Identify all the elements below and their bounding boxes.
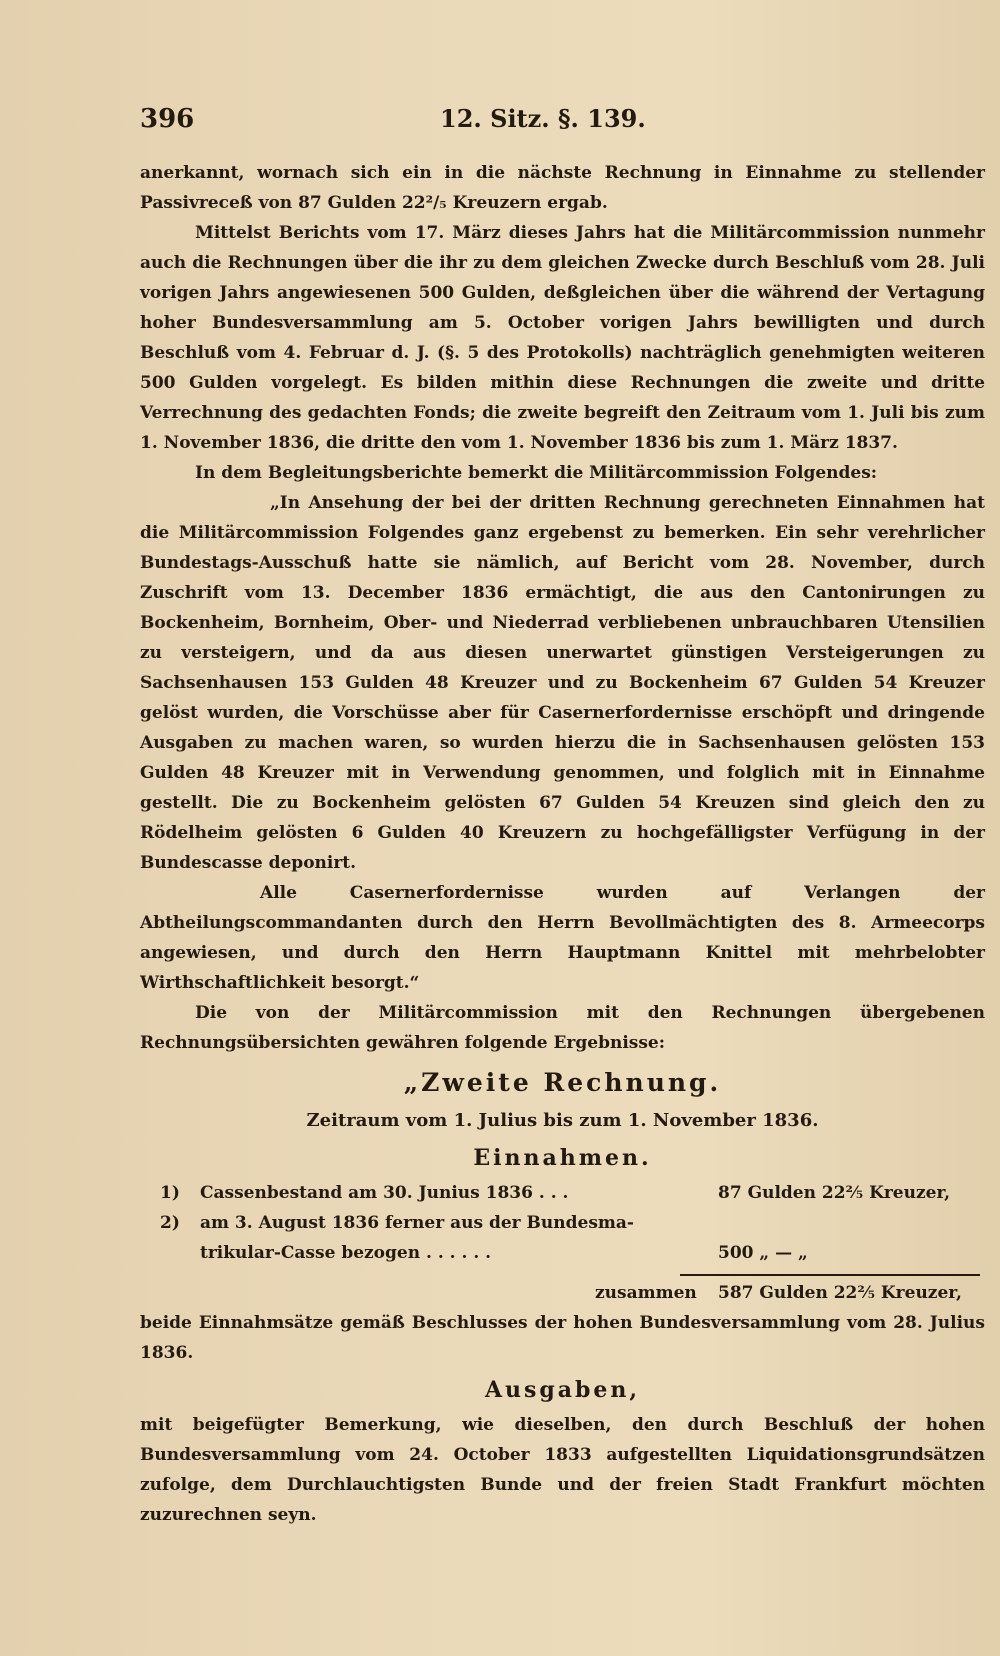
item-amount: 500 „ — „ <box>718 1243 808 1263</box>
page-header <box>140 104 980 144</box>
page-number: 396 <box>140 104 195 134</box>
income-item-1 <box>140 1178 985 1208</box>
expense-note: mit beigefügter Bemerkung, wie dieselben, den durch Beschluß der hohen Bundesversammlung vom 24. October 1833 aufgestellten Liquidationsgrundsätzen zufolge, dem Durchlauchtigsten Bunde und der freien Stadt Frankfurt möchten zuzurechnen seyn. <box>140 1415 985 1525</box>
paragraph-4: Die von der Militärcommission mit den Rechnungen übergebenen Rechnungsübersichten gewähren folgende Ergebnisse: <box>140 1003 985 1053</box>
item-number: 1) <box>160 1183 180 1203</box>
total-amount: 587 Gulden 22⅖ Kreuzer, <box>718 1283 962 1303</box>
paragraph-3: In dem Begleitungsberichte bemerkt die Militärcommission Folgendes: <box>195 463 878 483</box>
page-body <box>140 158 985 1530</box>
income-item-2 <box>140 1208 985 1238</box>
income-note: beide Einnahmsätze gemäß Beschlusses der hohen Bundesversammlung vom 28. Julius 1836. <box>140 1313 985 1363</box>
account-title: „Zweite Rechnung. <box>403 1068 722 1097</box>
paragraph-1: anerkannt, wornach sich ein in die nächste Rechnung in Einnahme zu stellender Passivreceß von 87 Gulden 22²/₅ Kreuzern ergab. <box>140 163 985 213</box>
account-period: Zeitraum vom 1. Julius bis zum 1. November 1836. <box>306 1110 819 1131</box>
quote-paragraph-2: Alle Casernerfordernisse wurden auf Verlangen der Abtheilungscommandanten durch den Herrn Bevollmächtigten des 8. Armeecorps angewiesen, und durch den Herrn Hauptmann Knittel mit mehrbelobter Wirthschaftlichkeit besorgt.“ <box>140 883 985 993</box>
paragraph-2: Mittelst Berichts vom 17. März dieses Jahrs hat die Militärcommission nunmehr auch die Rechnungen über die ihr zu dem gleichen Zwecke durch Beschluß vom 28. Juli vorigen Jahrs angewiesenen 500 Gulden, deßgleichen über die während der Vertagung hoher Bundesversammlung am 5. October vorigen Jahrs bewilligten und durch Beschluß vom 4. Februar d. J. (§. 5 des Protokolls) nachträglich genehmigten weiteren 500 Gulden vorgelegt. Es bilden mithin diese Rechnungen die zweite und dritte Verrechnung des gedachten Fonds; die zweite begreift den Zeitraum vom 1. Juli bis zum 1. November 1836, die dritte den vom 1. November 1836 bis zum 1. März 1837. <box>140 223 985 453</box>
total-label: zusammen <box>595 1283 697 1303</box>
income-total <box>140 1278 985 1308</box>
running-title: 12. Sitz. §. 139. <box>440 104 646 133</box>
item-text: Cassenbestand am 30. Junius 1836 . . . <box>200 1183 569 1203</box>
item-text: trikular-Casse bezogen . . . . . . <box>200 1243 492 1263</box>
item-amount: 87 Gulden 22⅖ Kreuzer, <box>718 1183 951 1203</box>
income-heading: Einnahmen. <box>473 1145 652 1171</box>
income-item-2-continued <box>140 1238 985 1268</box>
item-number: 2) <box>160 1213 180 1233</box>
sum-rule <box>140 1268 985 1270</box>
sum-rule-line <box>680 1274 980 1276</box>
quote-paragraph-1: „In Ansehung der bei der dritten Rechnung gerechneten Einnahmen hat die Militärcommission Folgendes ganz ergebenst zu bemerken. Ein sehr verehrlicher Bundestags-Ausschuß hatte sie nämlich, auf Bericht vom 28. November, durch Zuschrift vom 13. December 1836 ermächtigt, die aus den Cantonirungen zu Bockenheim, Bornheim, Ober- und Niederrad verbliebenen unbrauchbaren Utensilien zu versteigern, und da aus diesen unerwartet günstigen Versteigerungen zu Sachsenhausen 153 Gulden 48 Kreuzer und zu Bockenheim 67 Gulden 54 Kreuzer gelöst wurden, die Vorschüsse aber für Casernerfordernisse erschöpft und dringende Ausgaben zu machen waren, so wurden hierzu die in Sachsenhausen gelösten 153 Gulden 48 Kreuzer mit in Verwendung genommen, und folglich mit in Einnahme gestellt. Die zu Bockenheim gelösten 67 Gulden 54 Kreuzen sind gleich den zu Rödelheim gelösten 6 Gulden 40 Kreuzern zu hochgefälligster Verfügung in der Bundescasse deponirt. <box>140 493 985 873</box>
item-text: am 3. August 1836 ferner aus der Bundesma- <box>200 1213 634 1233</box>
expense-heading: Ausgaben, <box>484 1377 641 1403</box>
